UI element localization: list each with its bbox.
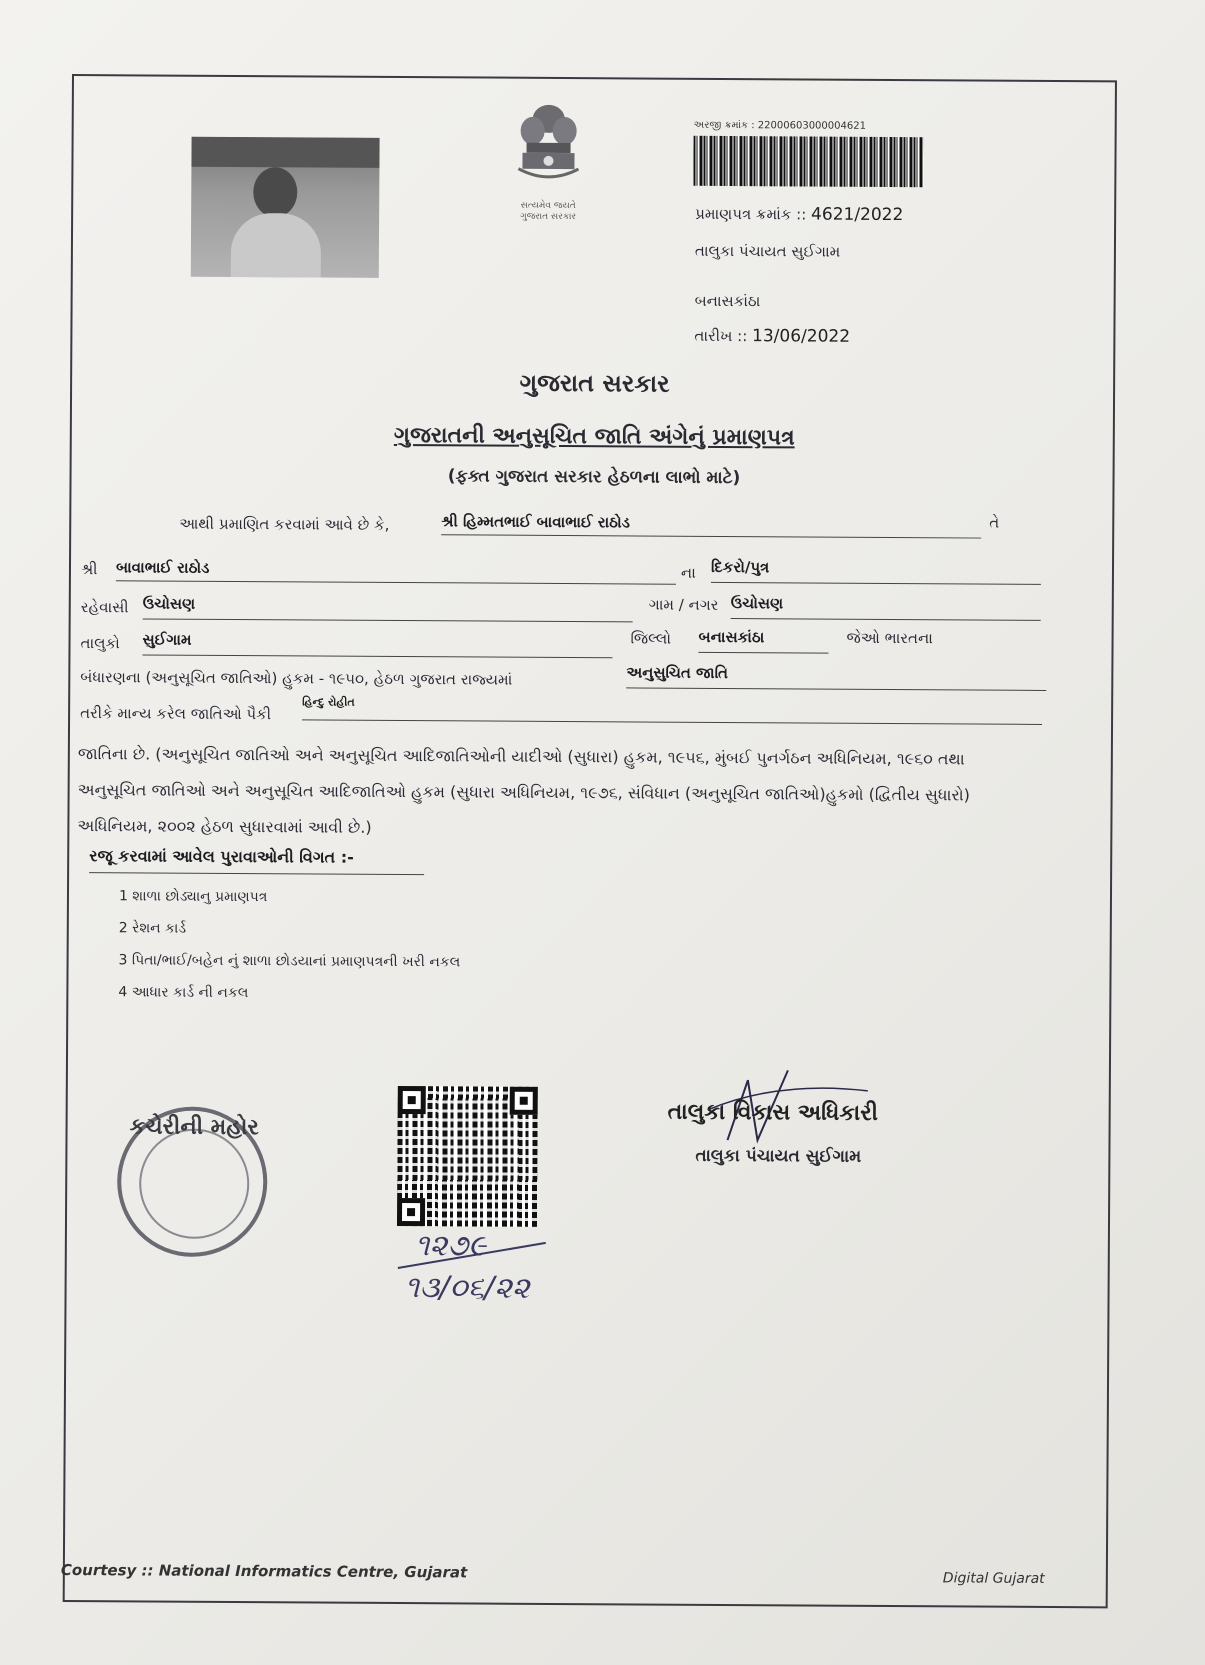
relation: દિકરો/પુત્ર — [711, 558, 1041, 585]
resident-label: રહેવાસી — [80, 598, 129, 617]
emblem-govt: ગુજરાત સરકાર — [520, 211, 577, 223]
paragraph-line-2: અનુસૂચિત જાતિઓ અને અનુસૂચિત આદિજાતિઓ હુકમ (સુધારા અધિનિયમ, ૧૯૭૬, સંવિધાન (અનુસૂચિત જાતિઓ)હુકમો (દ્વિતીય સુધારો) — [77, 780, 970, 805]
certificate-title: ગુજરાતની અનુસૂચિત જાતિ અંગેનું પ્રમાણપત્ર — [393, 422, 795, 451]
evidence-item: 4 આધાર કાર્ડ ની નકલ — [118, 984, 249, 1002]
caste-value: હિન્દુ રોહીત — [302, 695, 1042, 725]
taluka-value: સુઈગામ — [142, 630, 612, 658]
na-label: ના — [680, 563, 696, 582]
village-label: ગામ / નગર — [648, 595, 719, 614]
handwritten-number: ૧૨૭૯ — [414, 1228, 486, 1264]
barcode — [693, 136, 923, 187]
emblem-motto: સત્યમેવ જયતે — [520, 200, 576, 212]
seal-text: કચેરીની મહોર — [129, 1114, 259, 1141]
taluka-label: તાલુકો — [80, 634, 120, 653]
date-label: તારીખ — [694, 326, 733, 346]
paragraph-line-1: જાતિના છે. (અનુસૂચિત જાતિઓ અને અનુસૂચિત આદિજાતિઓની યાદીઓ (સુધારા) હુકમ, ૧૯૫૬, મુંબઈ પુનર્ગઠન અધિનિયમ, ૧૯૬૦ તથા — [77, 744, 965, 769]
india-text: જેઓ ભારતના — [846, 628, 933, 648]
issuing-office: તાલુકા પંચાયત સુઈગામ — [694, 241, 841, 261]
certificate-subtitle: (ફક્ત ગુજરાત સરકાર હેઠળના લાભો માટે) — [447, 466, 741, 489]
signatory-title: તાલુકા વિકાસ અધિકારી — [667, 1099, 878, 1126]
father-name: બાવાભાઈ રાઠોડ — [116, 558, 676, 584]
resident-value: ઉચોસણ — [143, 594, 633, 622]
evidence-item: 2 રેશન કાર્ડ — [118, 920, 187, 937]
seal-inner-ring — [139, 1128, 250, 1239]
verification-qr-code — [397, 1086, 538, 1227]
office-seal — [117, 1106, 268, 1257]
district-value: બનાસકાંઠા — [698, 628, 828, 654]
issue-date-row — [694, 326, 850, 347]
handwritten-note — [386, 1228, 587, 1319]
village-value: ઉચોસણ — [731, 594, 1041, 621]
legal-paragraph — [77, 736, 1108, 850]
certificate-page — [60, 74, 1117, 1608]
evidence-title: રજૂ કરવામાં આવેલ પુરાવાઓની વિગત :- — [89, 846, 424, 875]
cert-no-label: પ્રમાણપત્ર ક્રમાંક — [695, 204, 792, 224]
evidence-item: 3 પિતા/ભાઈ/બહેન નું શાળા છોડયાનાં પ્રમાણપત્રની ખરી નકલ — [118, 952, 461, 971]
signatory-office: તાલુકા પંચાયત સુઈગામ — [695, 1145, 862, 1167]
shri-label: શ્રી — [80, 560, 98, 579]
district-label: જિલ્લો — [630, 629, 672, 648]
state-emblem — [493, 97, 604, 228]
ashoka-emblem-icon — [508, 97, 589, 197]
footer-courtesy: Courtesy :: National Informatics Centre, Gujarat — [60, 1560, 468, 1582]
footer-brand: Digital Gujarat — [942, 1570, 1045, 1587]
recognized-text: તરીકે માન્ય કરેલ જાતિઓ પૈકી — [80, 704, 272, 724]
certify-label: આથી પ્રમાણિત કરવામાં આવે છે કે, — [179, 514, 390, 534]
application-number: અરજી ક્રમાંક : 22000603000004621 — [693, 119, 867, 132]
certificate-number-row — [695, 204, 903, 225]
paragraph-line-3: અધિનિયમ, ૨૦૦૨ હેઠળ સુધારવામાં આવી છે.) — [77, 816, 372, 837]
constitution-text: બંધારણના (અનુસૂચિત જાતિઓ) હુકમ - ૧૯૫૦, હેઠળ ગુજરાત રાજ્યમાં — [80, 668, 513, 689]
cert-no-sep: :: — [796, 205, 807, 224]
issuing-district: બનાસકાંઠા — [694, 291, 761, 311]
issue-date: 13/06/2022 — [752, 326, 851, 347]
handwritten-date: ૧૩/૦૬/૨૨ — [404, 1270, 530, 1306]
evidence-item: 1 શાળા છોડ્યાનુ પ્રમાણપત્ર — [118, 888, 268, 906]
category-value: અનુસુચિત જાતિ — [626, 663, 1046, 691]
date-sep: :: — [737, 327, 748, 346]
cert-no: 4621/2022 — [811, 204, 904, 226]
govt-title: ગુજરાત સરકાર — [519, 368, 670, 398]
applicant-photo — [191, 137, 380, 278]
te-label: તે — [989, 513, 1000, 532]
holder-name: શ્રી હિમ્મતભાઈ બાવાભાઈ રાઠોડ — [441, 512, 981, 538]
